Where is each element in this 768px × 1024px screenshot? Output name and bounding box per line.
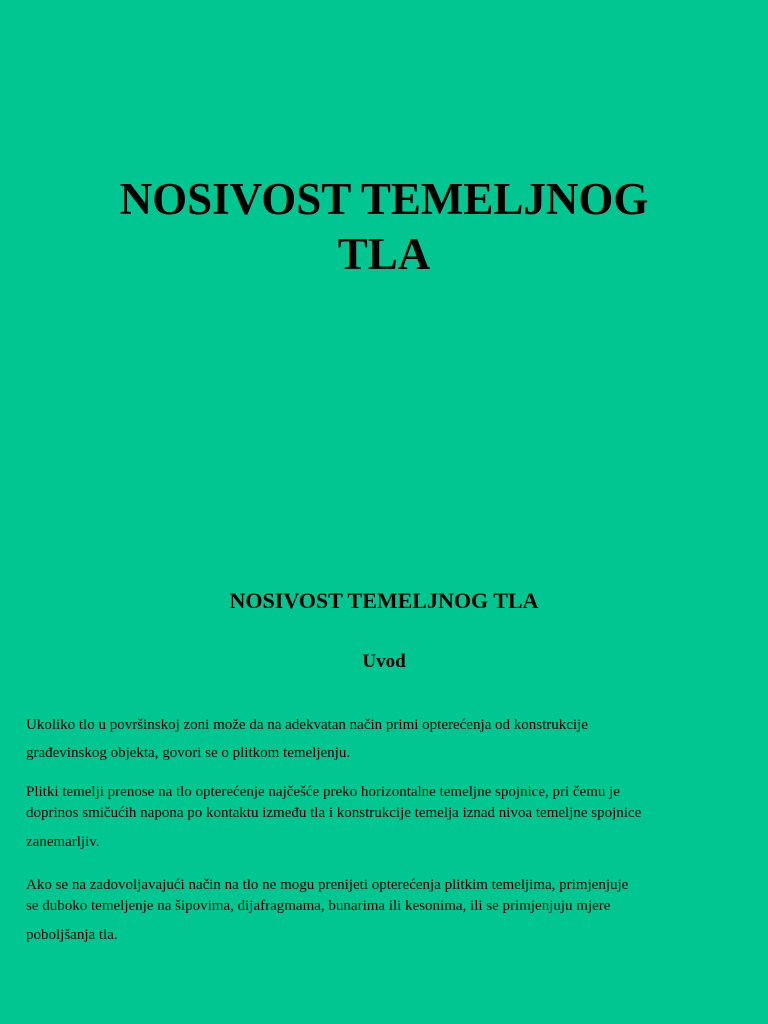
paragraph-1-line-1: Ukoliko tlo u površinskoj zoni može da na adekvatan način primi opterećenja od konstrukcije [26, 717, 588, 733]
paragraph-2-line-3: zanemarljiv. [26, 834, 100, 850]
paragraph-1 [26, 711, 746, 767]
paragraph-3-line-3: poboljšanja tla. [26, 927, 118, 943]
paragraph-3-line-2: se duboko temeljenje na šipovima, dijafragmama, bunarima ili kesonima, ili se primjenjuju mjere [26, 898, 611, 914]
paragraph-2-line-1: Plitki temelji prenose na tlo opterećenje najčešće preko horizontalne temeljne spojnice, pri čemu je [26, 784, 620, 800]
paragraph-3 [26, 875, 746, 946]
paragraph-1-line-2: građevinskog objekta, govori se o plitkom temeljenju. [26, 745, 351, 761]
paragraph-2-line-2: doprinos smičućih napona po kontaktu između tla i konstrukcije temelja iznad nivoa temeljne spojnice [26, 805, 642, 821]
cover-title-line-1: NOSIVOST TEMELJNOG [119, 174, 649, 224]
paragraph-2 [26, 782, 746, 853]
cover-title-line-2: TLA [337, 229, 431, 279]
section-subtitle: Uvod [362, 651, 406, 672]
cover-title [0, 172, 768, 282]
paragraph-3-line-1: Ako se na zadovoljavajući način na tlo ne mogu prenijeti opterećenja plitkim temeljima, primjenjuje [26, 877, 629, 893]
section-title: NOSIVOST TEMELJNOG TLA [229, 588, 539, 613]
